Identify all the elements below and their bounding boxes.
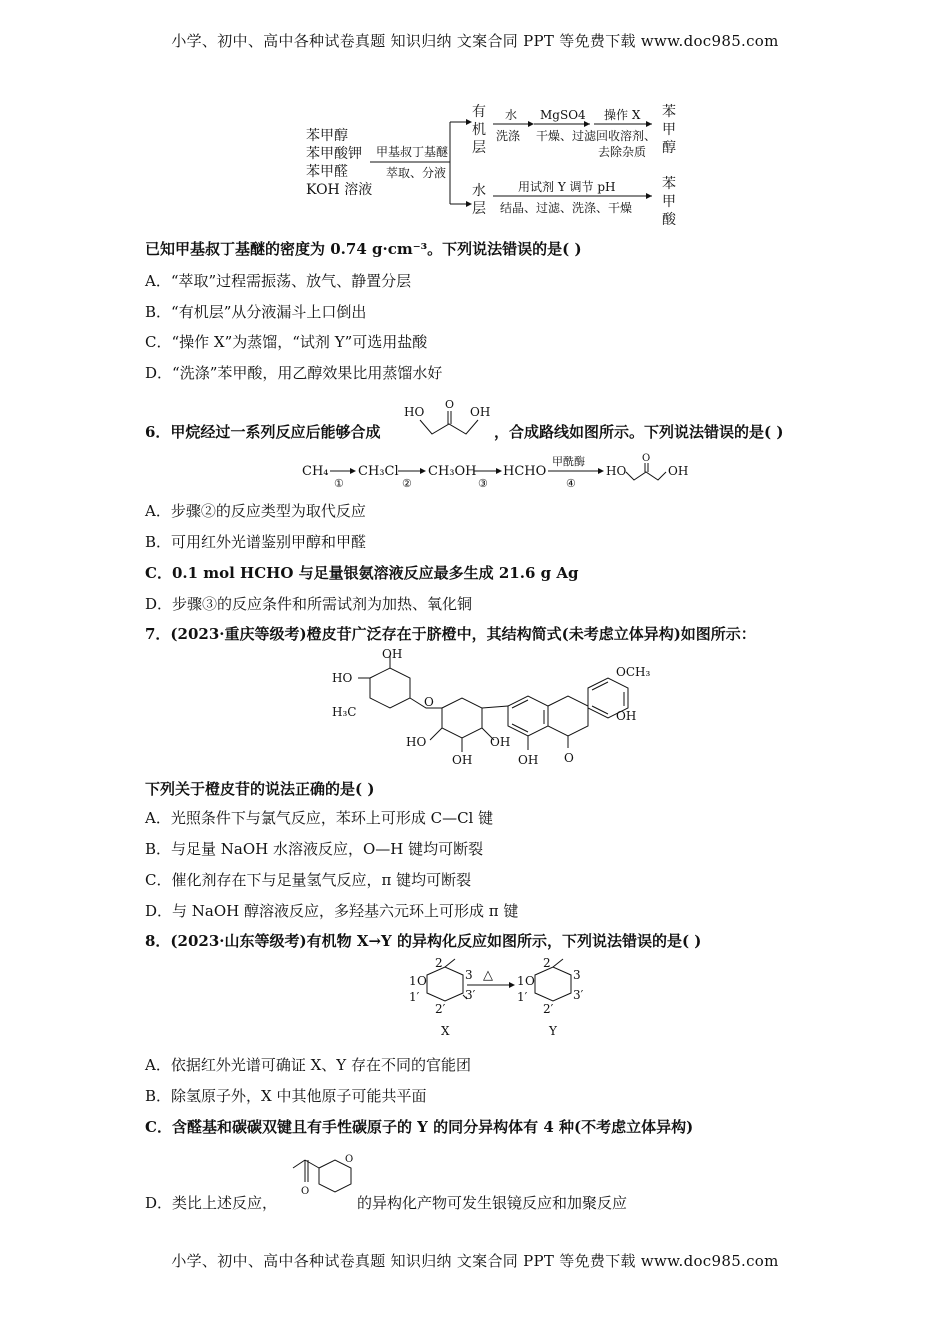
- q5-option-d[interactable]: D．“洗涤”苯甲酸，用乙醇效果比用蒸馏水好: [145, 364, 443, 382]
- enzyme-label: 甲酰酶: [552, 455, 585, 468]
- o-label: O: [445, 398, 455, 411]
- step-2: ②: [402, 477, 412, 490]
- x-o: O: [417, 974, 427, 988]
- opx-desc-1: 回收溶剂、: [596, 129, 657, 143]
- route-ch3oh: CH₃OH: [428, 464, 477, 479]
- q7-option-d[interactable]: D．与 NaOH 醇溶液反应，多羟基六元环上可形成 π 键: [145, 902, 519, 920]
- y-pos-3: 3: [573, 968, 581, 982]
- prod2-1: 苯: [662, 176, 676, 192]
- product-oh: OH: [668, 464, 689, 478]
- aq-layer-2: 层: [472, 201, 486, 217]
- q6-option-a[interactable]: A．步骤②的反应类型为取代反应: [145, 502, 366, 520]
- aq-layer-1: 水: [472, 183, 486, 199]
- isomerization-reaction: [405, 955, 605, 1045]
- route-hcho: HCHO: [503, 464, 547, 479]
- step-solvent: 甲基叔丁基醚: [376, 145, 449, 159]
- product-o: O: [642, 453, 651, 464]
- option-d-structure: [285, 1148, 360, 1206]
- q6-stem-b: ，合成路线如图所示。下列说法错误的是( ): [494, 423, 784, 441]
- org-layer-2: 机: [472, 122, 486, 138]
- h3c-label: H₃C: [332, 705, 357, 719]
- y-pos-1: 1: [517, 974, 525, 988]
- och3-label: OCH₃: [616, 665, 651, 679]
- oh-phenylB: OH: [616, 709, 637, 723]
- y-label: Y: [549, 1024, 557, 1038]
- dihydroxyacetone-structure: [402, 396, 502, 442]
- page-header: 小学、初中、高中各种试卷真题 知识归纳 文案合同 PPT 等免费下载 www.doc985.com: [171, 32, 779, 50]
- q7-option-a[interactable]: A．光照条件下与氯气反应，苯环上可形成 C—Cl 键: [145, 809, 494, 827]
- oh-sugar1-top: OH: [382, 648, 403, 661]
- q5-stem: 已知甲基叔丁基醚的密度为 0.74 g·cm⁻³。下列说法错误的是( ): [145, 240, 582, 258]
- y-pos-2p: 2′: [543, 1002, 554, 1016]
- wash-desc: 洗涤: [496, 129, 521, 143]
- input-2: 苯甲酸钾: [306, 146, 362, 162]
- q8-option-a[interactable]: A．依据红外光谱可确证 X、Y 存在不同的官能团: [145, 1056, 471, 1074]
- step-3: ③: [478, 477, 488, 490]
- wash-label: 水: [505, 108, 518, 122]
- y-pos-1p: 1′: [517, 990, 528, 1004]
- x-pos-3p: 3′: [465, 988, 476, 1002]
- hesperidin-structure: [330, 648, 660, 768]
- oh-sugar2-bottom: OH: [452, 753, 473, 767]
- route-ch3cl: CH₃Cl: [358, 464, 399, 479]
- prod1-1: 苯: [662, 104, 676, 120]
- y-o: O: [525, 974, 535, 988]
- org-layer-1: 有: [472, 104, 486, 120]
- input-1: 苯甲醇: [306, 128, 348, 144]
- separation-flowchart: [300, 100, 700, 225]
- y-pos-3p: 3′: [573, 988, 584, 1002]
- q6-option-d[interactable]: D．步骤③的反应条件和所需试剂为加热、氧化铜: [145, 595, 473, 613]
- opx-desc-2: 去除杂质: [598, 145, 647, 159]
- x-pos-2p: 2′: [435, 1002, 446, 1016]
- prod1-3: 醇: [662, 140, 676, 156]
- opx-label: 操作 X: [604, 108, 641, 122]
- x-pos-1p: 1′: [409, 990, 420, 1004]
- dry-label: MgSO4: [540, 108, 586, 122]
- heat-symbol: △: [483, 968, 493, 983]
- q5-option-c[interactable]: C．“操作 X”为蒸馏，“试剂 Y”可选用盐酸: [145, 333, 428, 351]
- q7-stem: 7．(2023·重庆等级考)橙皮苷广泛存在于脐橙中，其结构简式(未考虑立体异构)如图所示：: [145, 625, 756, 643]
- input-3: 苯甲醛: [306, 164, 348, 180]
- q5-option-a[interactable]: A．“萃取”过程需振荡、放气、静置分层: [145, 272, 412, 290]
- aq-step-desc: 结晶、过滤、洗涤、干燥: [500, 201, 633, 215]
- y-pos-2: 2: [543, 956, 551, 970]
- dry-desc: 干燥、过滤: [536, 129, 597, 143]
- q8-option-d-b: 的异构化产物可发生银镜反应和加聚反应: [357, 1194, 628, 1212]
- step-4: ④: [566, 477, 576, 490]
- q5-option-b[interactable]: B．“有机层”从分液漏斗上口倒出: [145, 303, 367, 321]
- q7-option-c[interactable]: C．催化剂存在下与足量氢气反应，π 键均可断裂: [145, 871, 472, 889]
- q8-stem: 8．(2023·山东等级考)有机物 X→Y 的异构化反应如图所示，下列说法错误的是( ): [145, 932, 702, 950]
- x-pos-1: 1: [409, 974, 417, 988]
- q8-option-b[interactable]: B．除氢原子外，X 中其他原子可能共平面: [145, 1087, 427, 1105]
- q6-stem-a: 6．甲烷经过一系列反应后能够合成: [145, 423, 381, 441]
- synthesis-route: [300, 452, 700, 492]
- q7-ask: 下列关于橙皮苷的说法正确的是( ): [145, 780, 375, 798]
- q6-option-c[interactable]: C．0.1 mol HCHO 与足量银氨溶液反应最多生成 21.6 g Ag: [145, 564, 579, 582]
- x-label: X: [441, 1024, 450, 1038]
- prod1-2: 甲: [662, 122, 676, 138]
- ho-sugar1: HO: [332, 671, 353, 685]
- product-ho: HO: [606, 464, 627, 478]
- o-carbonyl: O: [564, 751, 574, 765]
- prod2-3: 酸: [662, 212, 676, 225]
- o-linker: O: [424, 695, 434, 709]
- step-1: ①: [334, 477, 344, 490]
- ketone-o: O: [301, 1186, 310, 1197]
- step-extract: 萃取、分液: [386, 166, 447, 180]
- route-ch4: CH₄: [302, 464, 329, 479]
- ho-label: HO: [404, 405, 425, 419]
- ring-o: O: [345, 1154, 354, 1165]
- oh-label: OH: [470, 405, 491, 419]
- input-4: KOH 溶液: [306, 182, 373, 198]
- x-pos-3: 3: [465, 968, 473, 982]
- page-footer: 小学、初中、高中各种试卷真题 知识归纳 文案合同 PPT 等免费下载 www.doc985.com: [171, 1252, 779, 1270]
- oh-phenyl: OH: [518, 753, 539, 767]
- q7-option-b[interactable]: B．与足量 NaOH 水溶液反应，O—H 键均可断裂: [145, 840, 484, 858]
- aq-step-label: 用试剂 Y 调节 pH: [518, 180, 616, 194]
- oh-sugar2-right: OH: [490, 735, 511, 749]
- x-pos-2: 2: [435, 956, 443, 970]
- q8-option-c[interactable]: C．含醛基和碳碳双键且有手性碳原子的 Y 的同分异构体有 4 种(不考虑立体异构): [145, 1118, 694, 1136]
- prod2-2: 甲: [662, 194, 676, 210]
- q8-option-d-a[interactable]: D．类比上述反应，: [145, 1194, 278, 1212]
- ho-sugar2: HO: [406, 735, 427, 749]
- org-layer-3: 层: [472, 140, 486, 156]
- q6-option-b[interactable]: B．可用红外光谱鉴别甲醇和甲醛: [145, 533, 367, 551]
